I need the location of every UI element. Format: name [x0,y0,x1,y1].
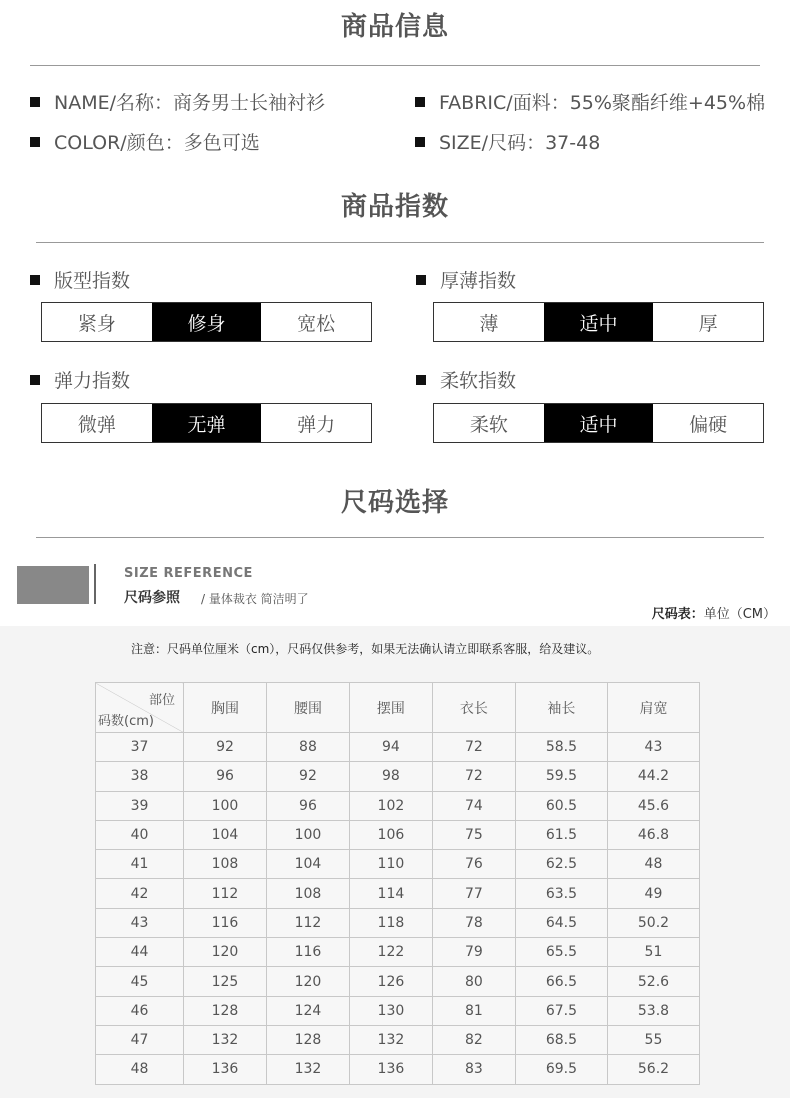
table-row [96,762,700,791]
index-option-selected: 适中 [544,404,654,442]
square-bullet-icon [30,97,40,107]
index-label-fit: 版型指数 [30,266,130,293]
table-cell: 81 [432,996,515,1025]
table-row [96,879,700,908]
table-cell: 128 [184,996,267,1025]
table-cell: 46.8 [607,820,699,849]
table-cell: 126 [349,967,432,996]
square-bullet-icon [415,97,425,107]
table-row [96,1025,700,1054]
square-bullet-icon [415,137,425,147]
table-cell: 43 [607,733,699,762]
table-cell: 124 [266,996,349,1025]
size-cell: 44 [96,938,184,967]
index-option-selected: 无弹 [152,404,262,442]
table-cell: 125 [184,967,267,996]
index-option: 微弹 [77,413,116,436]
product-index-title: 商品指数 [340,192,449,222]
table-header-cell: 袖长 [515,683,607,733]
table-cell: 104 [184,820,267,849]
info-size-text: SIZE/尺码：37-48 [439,132,601,154]
table-row [96,733,700,762]
size-cell: 39 [96,791,184,820]
table-cell: 79 [432,938,515,967]
table-cell: 74 [432,791,515,820]
table-cell: 53.8 [607,996,699,1025]
info-fabric-text: FABRIC/面料：55%聚酯纤维+45%棉 [439,92,766,114]
table-row [96,996,700,1025]
table-cell: 68.5 [515,1025,607,1054]
table-cell: 48 [607,850,699,879]
table-cell: 77 [432,879,515,908]
table-row [96,938,700,967]
product-info-title: 商品信息 [340,12,449,42]
table-cell: 98 [349,762,432,791]
table-cell: 112 [184,879,267,908]
index-option: 紧身 [77,312,116,335]
index-option-selected: 适中 [544,303,654,341]
table-cell: 51 [607,938,699,967]
table-cell: 132 [349,1025,432,1054]
table-cell: 83 [432,1055,515,1084]
table-cell: 60.5 [515,791,607,820]
divider [36,242,764,243]
reference-gray-block [17,566,89,604]
square-bullet-icon [30,137,40,147]
index-option: 薄 [479,312,499,335]
table-cell: 94 [349,733,432,762]
index-option-selected: 修身 [152,303,262,341]
table-cell: 110 [349,850,432,879]
size-cell: 43 [96,908,184,937]
table-cell: 64.5 [515,908,607,937]
table-cell: 96 [184,762,267,791]
size-reference-en: SIZE REFERENCE [124,566,253,581]
index-option: 偏硬 [689,413,728,436]
index-label-softness: 柔软指数 [416,366,516,393]
table-cell: 59.5 [515,762,607,791]
index-label-thickness: 厚薄指数 [416,266,516,293]
table-cell: 128 [266,1025,349,1054]
table-row [96,1055,700,1084]
table-cell: 75 [432,820,515,849]
table-cell: 100 [184,791,267,820]
table-cell: 100 [266,820,349,849]
table-cell: 104 [266,850,349,879]
table-cell: 82 [432,1025,515,1054]
table-cell: 136 [349,1055,432,1084]
table-row [96,850,700,879]
table-header-cell: 肩宽 [607,683,699,733]
table-cell: 72 [432,762,515,791]
size-cell: 46 [96,996,184,1025]
info-color [30,128,260,155]
table-corner: 部位 码数(cm) [96,683,184,733]
info-name [30,88,325,115]
table-cell: 96 [266,791,349,820]
table-cell: 136 [184,1055,267,1084]
size-table [95,682,700,1085]
table-cell: 120 [184,938,267,967]
index-box-stretch [41,403,372,443]
table-cell: 58.5 [515,733,607,762]
table-cell: 122 [349,938,432,967]
table-cell: 63.5 [515,879,607,908]
table-header-cell: 摆围 [349,683,432,733]
table-row [96,820,700,849]
table-row [96,791,700,820]
table-cell: 56.2 [607,1055,699,1084]
table-cell: 50.2 [607,908,699,937]
square-bullet-icon [30,275,40,285]
index-option: 厚 [698,312,718,335]
table-row [96,967,700,996]
table-header-cell: 衣长 [432,683,515,733]
table-cell: 67.5 [515,996,607,1025]
table-cell: 80 [432,967,515,996]
table-header-cell: 腰围 [266,683,349,733]
square-bullet-icon [416,375,426,385]
table-cell: 45.6 [607,791,699,820]
divider [36,537,764,538]
table-cell: 130 [349,996,432,1025]
info-color-text: COLOR/颜色：多色可选 [54,132,260,154]
index-box-thickness [433,302,764,342]
table-cell: 61.5 [515,820,607,849]
table-cell: 120 [266,967,349,996]
size-cell: 38 [96,762,184,791]
table-cell: 62.5 [515,850,607,879]
square-bullet-icon [416,275,426,285]
table-cell: 108 [184,850,267,879]
size-table-area [0,626,790,1098]
table-cell: 44.2 [607,762,699,791]
size-reference-subtitle: / 量体裁衣 简洁明了 [201,592,309,606]
reference-bar [94,564,96,604]
index-option: 宽松 [297,312,336,335]
table-cell: 49 [607,879,699,908]
table-cell: 88 [266,733,349,762]
table-header-cell: 胸围 [184,683,267,733]
table-cell: 76 [432,850,515,879]
table-cell: 106 [349,820,432,849]
info-size [415,128,600,155]
size-reference-cn: 尺码参照 [124,590,180,606]
info-fabric [415,88,765,115]
table-row [96,908,700,937]
index-box-softness [433,403,764,443]
index-option: 柔软 [469,413,508,436]
size-note: 注意：尺码单位厘米（cm），尺码仅供参考，如果无法确认请立即联系客服，给及建议。 [131,642,600,656]
table-cell: 92 [184,733,267,762]
size-unit: 尺码表：单位（CM） [651,607,776,622]
index-label-stretch: 弹力指数 [30,366,130,393]
divider [30,65,760,66]
size-reference-block [0,518,790,626]
size-cell: 42 [96,879,184,908]
table-cell: 116 [266,938,349,967]
table-cell: 55 [607,1025,699,1054]
table-cell: 72 [432,733,515,762]
size-cell: 47 [96,1025,184,1054]
table-cell: 78 [432,908,515,937]
table-cell: 116 [184,908,267,937]
size-cell: 41 [96,850,184,879]
table-cell: 132 [184,1025,267,1054]
table-header-row [96,683,700,733]
table-cell: 114 [349,879,432,908]
table-cell: 69.5 [515,1055,607,1084]
size-cell: 37 [96,733,184,762]
table-cell: 102 [349,791,432,820]
info-name-text: NAME/名称：商务男士长袖衬衫 [54,92,326,114]
index-box-fit [41,302,372,342]
index-option: 弹力 [297,413,336,436]
table-cell: 132 [266,1055,349,1084]
table-cell: 118 [349,908,432,937]
table-cell: 92 [266,762,349,791]
table-cell: 108 [266,879,349,908]
square-bullet-icon [30,375,40,385]
size-select-title: 尺码选择 [340,488,449,518]
size-cell: 40 [96,820,184,849]
table-cell: 66.5 [515,967,607,996]
table-cell: 52.6 [607,967,699,996]
table-cell: 65.5 [515,938,607,967]
size-cell: 48 [96,1055,184,1084]
table-cell: 112 [266,908,349,937]
size-cell: 45 [96,967,184,996]
